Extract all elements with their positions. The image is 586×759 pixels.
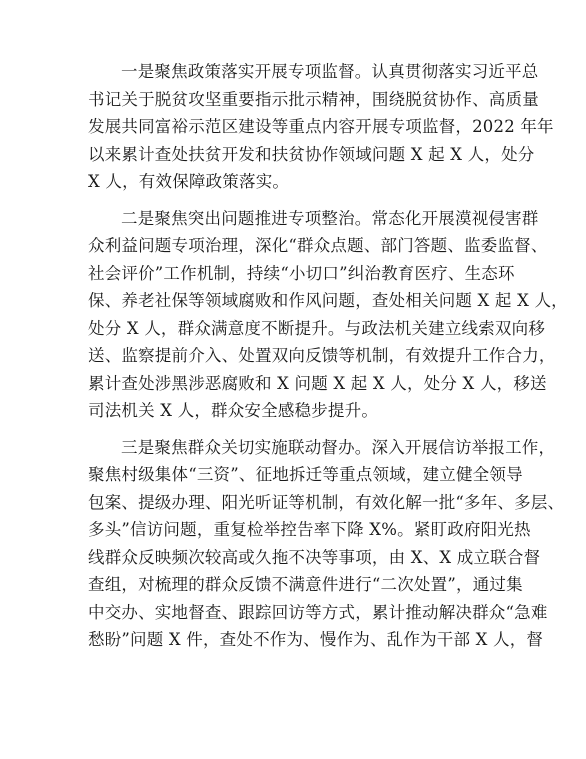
text-line: 发展共同富裕示范区建设等重点内容开展专项监督，2022 年年 — [88, 117, 554, 136]
text-line: 以来累计查处扶贫开发和扶贫协作领域问题 X 起 X 人，处分 — [88, 144, 535, 164]
paragraph-special-rectification — [88, 205, 568, 425]
text-line: 社会评价”工作机制，持续“小切口”纠治教育医疗、生态环 — [88, 263, 515, 283]
paragraph-joint-supervision — [88, 434, 565, 654]
text-line: 书记关于脱贫攻坚重要指示批示精神，围绕脱贫协作、高质量 — [88, 89, 539, 109]
text-line: 司法机关 X 人，群众安全感稳步提升。 — [88, 401, 379, 420]
text-line: 累计查处涉黑涉恶腐败和 X 问题 X 起 X 人，处分 X 人，移送 — [88, 373, 547, 393]
text-line: 一是聚焦政策落实开展专项监督。认真贯彻落实习近平总 — [121, 62, 539, 81]
paragraph-gap — [88, 425, 508, 434]
text-line: 包案、提级办理、阳光听证等机制，有效化解一批“多年、多层、 — [88, 492, 565, 512]
text-line: 线群众反映频次较高或久拖不决等事项，由 X、X 成立联合督 — [88, 547, 541, 567]
paragraph-gap — [88, 196, 508, 205]
text-line: 多头”信访问题，重复检举控告率下降 X%。紧盯政府阳光热 — [88, 520, 531, 539]
text-line: X 人，有效保障政策落实。 — [88, 172, 290, 191]
text-line: 保、养老社保等领域腐败和作风问题，查处相关问题 X 起 X 人， — [88, 291, 568, 310]
text-line: 众利益问题专项治理，深化“群众点题、部门答题、监委监督、 — [88, 236, 548, 255]
text-line: 愁盼”问题 X 件，查处不作为、慢作为、乱作为干部 X 人，督 — [88, 630, 544, 649]
text-line: 中交办、实地督查、跟踪回访等方式，累计推动解决群众“急难 — [88, 602, 548, 622]
paragraph-policy-supervision — [88, 58, 554, 196]
document-body — [88, 58, 568, 654]
text-line: 处分 X 人，群众满意度不断提升。与政法机关建立线索双向移 — [88, 318, 546, 338]
text-line: 送、监察提前介入、处置双向反馈等机制，有效提升工作合力， — [88, 346, 556, 365]
text-line: 三是聚焦群众关切实施联动督办。深入开展信访举报工作， — [121, 437, 556, 457]
text-line: 二是聚焦突出问题推进专项整治。常态化开展漠视侵害群 — [121, 208, 539, 228]
text-line: 聚焦村级集体“三资”、征地拆迁等重点领域，建立健全领导 — [88, 465, 523, 484]
text-line: 查组，对梳理的群众反馈不满意件进行“二次处置”，通过集 — [88, 575, 523, 594]
